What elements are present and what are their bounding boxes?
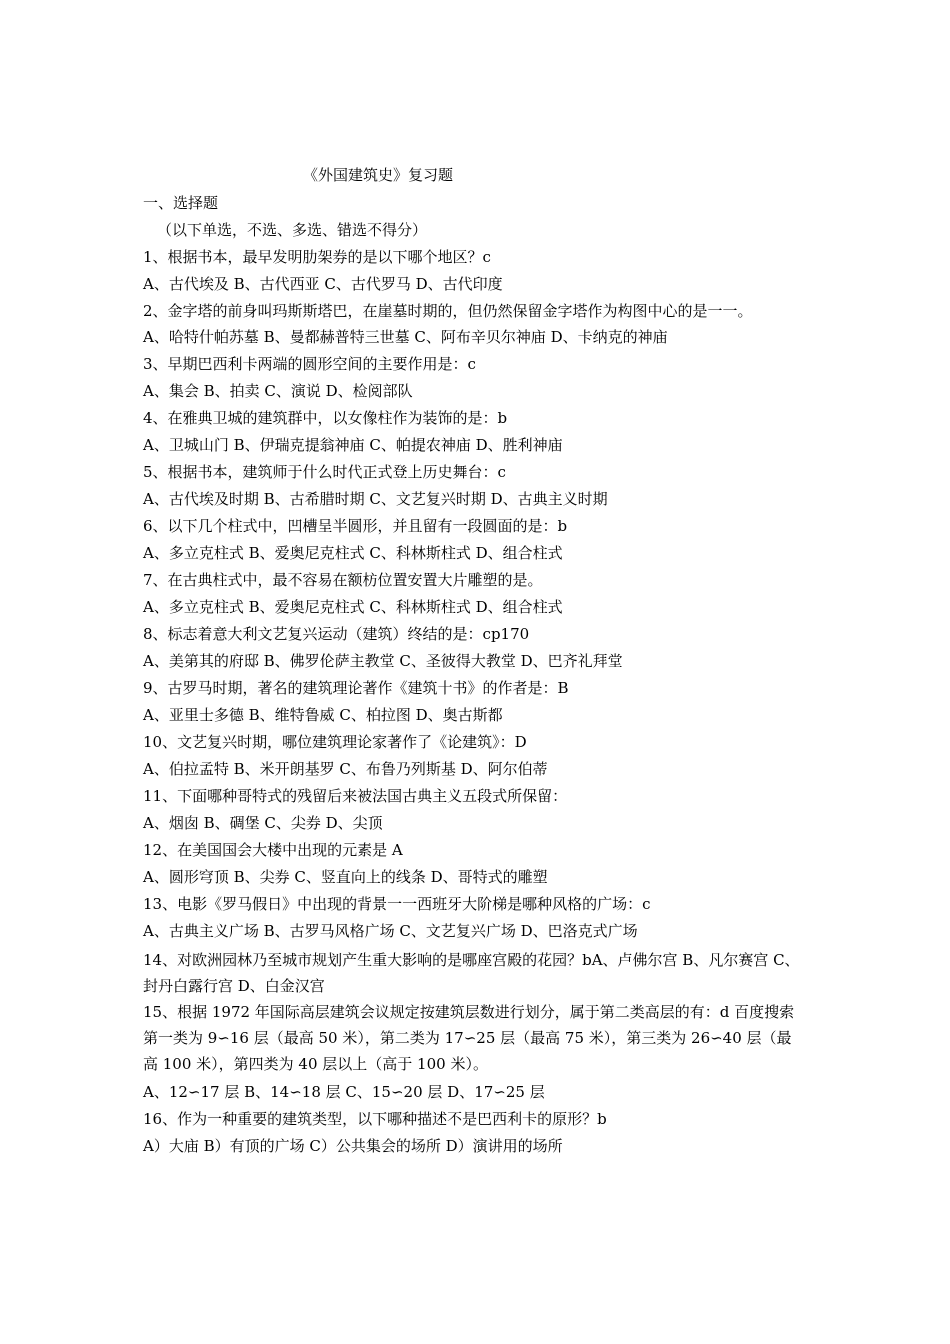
options-1: A、古代埃及 B、古代西亚 C、古代罗马 D、古代印度 [143, 275, 503, 293]
options-3: A、集会 B、拍卖 C、演说 D、检阅部队 [143, 382, 413, 400]
options-7: A、多立克柱式 B、爱奥尼克柱式 C、科林斯柱式 D、组合柱式 [143, 598, 563, 616]
question-12: 12、在美国国会大楼中出现的元素是 A [143, 841, 403, 859]
options-4: A、卫城山门 B、伊瑞克提翁神庙 C、帕提农神庙 D、胜利神庙 [143, 436, 563, 454]
question-16: 16、作为一种重要的建筑类型，以下哪种描述不是巴西利卡的原形？b [143, 1110, 607, 1128]
question-5: 5、根据书本，建筑师于什么时代正式登上历史舞台：c [143, 463, 506, 481]
question-3: 3、早期巴西利卡两端的圆形空间的主要作用是：c [143, 355, 476, 373]
question-8: 8、标志着意大利文艺复兴运动（建筑）终结的是：cp170 [143, 625, 530, 643]
question-7: 7、在古典柱式中，最不容易在额枋位置安置大片雕塑的是。 [143, 571, 543, 589]
document-body [143, 160, 803, 1160]
section-heading: 一、选择题 [143, 194, 219, 212]
options-16: A）大庙 B）有顶的广场 C）公共集会的场所 D）演讲用的场所 [143, 1137, 563, 1155]
question-10: 10、文艺复兴时期，哪位建筑理论家著作了《论建筑》：D [143, 733, 527, 751]
question-9: 9、古罗马时期，著名的建筑理论著作《建筑十书》的作者是：B [143, 679, 569, 697]
options-11: A、烟囱 B、碉堡 C、尖券 D、尖顶 [143, 814, 383, 832]
options-9: A、亚里士多德 B、维特鲁威 C、柏拉图 D、奥古斯都 [143, 706, 503, 724]
question-1: 1、根据书本，最早发明肋架券的是以下哪个地区？c [143, 248, 491, 266]
options-15: A、12∽17 层 B、14∽18 层 C、15∽20 层 D、17∽25 层 [143, 1083, 545, 1101]
instruction-text: （以下单选，不选、多选、错选不得分） [157, 221, 428, 239]
question-13: 13、电影《罗马假日》中出现的背景一一西班牙大阶梯是哪种风格的广场：c [143, 895, 651, 913]
question-6: 6、以下几个柱式中，凹槽呈半圆形，并且留有一段圆面的是：b [143, 517, 568, 535]
question-15: 15、根据 1972 年国际高层建筑会议规定按建筑层数进行划分，属于第二类高层的有：d 百度搜索第一类为 9∽16 层（最高 50 米），第二类为 17∽25 层（最高 75 米），第三类为 26∽40 层（最高 100 米），第四类为 40 层以上（高于 100 米）。 [143, 1003, 795, 1073]
options-12: A、圆形穹顶 B、尖券 C、竖直向上的线条 D、哥特式的雕塑 [143, 868, 548, 886]
options-6: A、多立克柱式 B、爱奥尼克柱式 C、科林斯柱式 D、组合柱式 [143, 544, 563, 562]
options-2: A、哈特什帕苏墓 B、曼都赫普特三世墓 C、阿布辛贝尔神庙 D、卡纳克的神庙 [143, 328, 668, 346]
document-title: 《外国建筑史》复习题 [303, 166, 454, 184]
options-13: A、古典主义广场 B、古罗马风格广场 C、文艺复兴广场 D、巴洛克式广场 [143, 922, 638, 940]
question-14: 14、对欧洲园林乃至城市规划产生重大影响的是哪座宫殿的花园？bA、卢佛尔宫 B、凡尔赛宫 C、封丹白露行宫 D、白金汉宫 [143, 951, 800, 995]
question-4: 4、在雅典卫城的建筑群中，以女像柱作为装饰的是：b [143, 409, 508, 427]
question-2: 2、金字塔的前身叫玛斯斯塔巴，在崖墓时期的，但仍然保留金字塔作为构图中心的是一一。 [143, 302, 753, 320]
question-11: 11、下面哪种哥特式的残留后来被法国古典主义五段式所保留： [143, 787, 568, 805]
options-10: A、伯拉孟特 B、米开朗基罗 C、布鲁乃列斯基 D、阿尔伯蒂 [143, 760, 548, 778]
options-8: A、美第其的府邸 B、佛罗伦萨主教堂 C、圣彼得大教堂 D、巴齐礼拜堂 [143, 652, 623, 670]
options-5: A、古代埃及时期 B、古希腊时期 C、文艺复兴时期 D、古典主义时期 [143, 490, 608, 508]
